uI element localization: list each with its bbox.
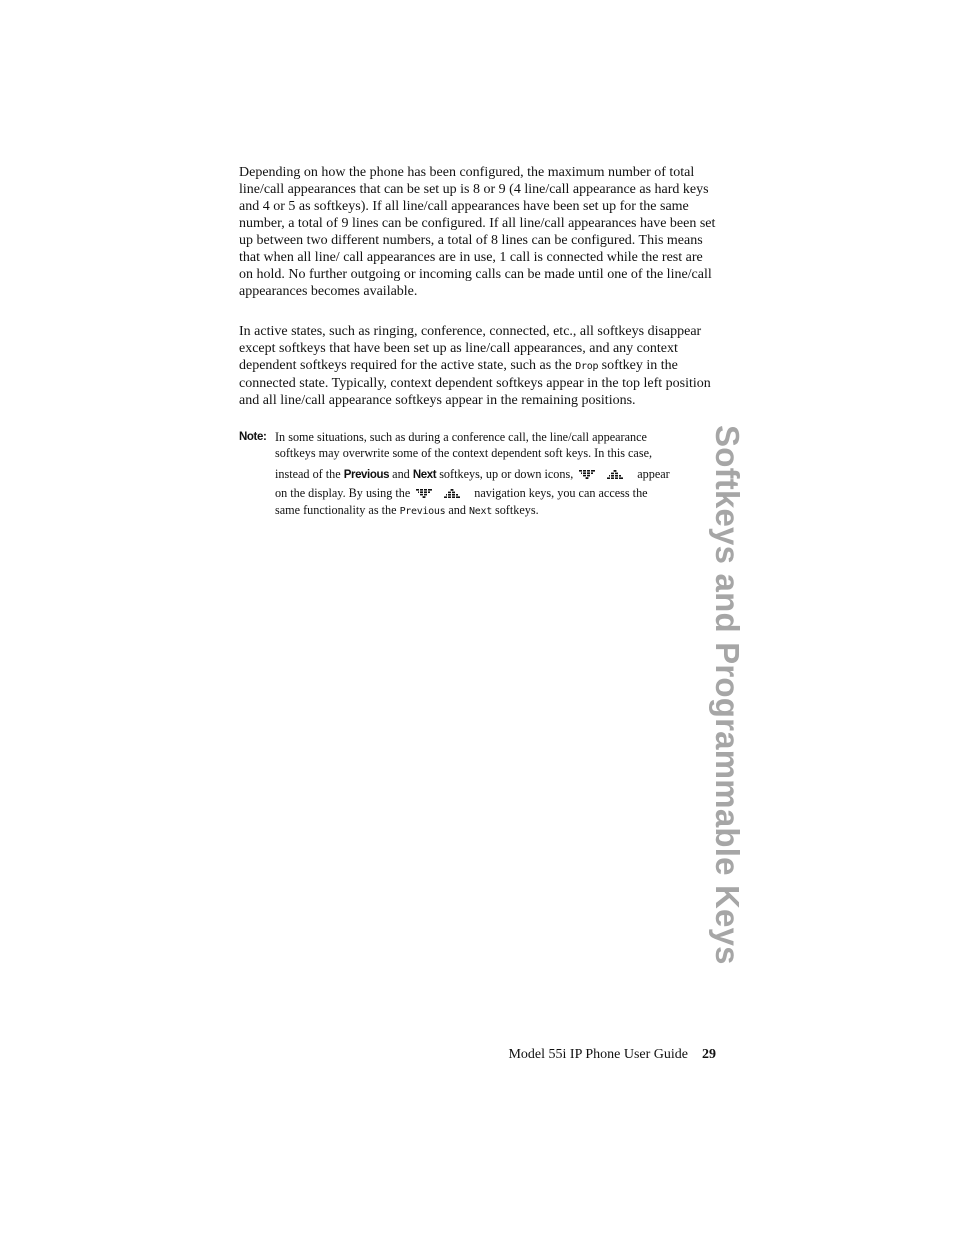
- note-line-4: [275, 486, 719, 503]
- note-line-1: In some situations, such as during a conference call, the line/call appearance: [275, 430, 647, 444]
- previous-softkey-label: Previous: [399, 505, 446, 517]
- down-arrow-icon: [579, 464, 595, 486]
- note-line-3: [275, 463, 719, 486]
- up-arrow-icon: [607, 464, 623, 486]
- paragraph-active-states: [239, 323, 719, 409]
- note-line-4-text-a: on the display. By using the: [275, 486, 411, 500]
- footer-guide-title: Model 55i IP Phone User Guide: [508, 1047, 688, 1062]
- drop-softkey-label: Drop: [575, 361, 599, 372]
- note-line-3-text-b: and: [392, 467, 410, 481]
- paragraph-active-states-text-2: softkey in the connected state. Typically, context dependent softkeys appear in the top left position and all line/call appearance softkeys appear in the remaining positions.: [239, 358, 711, 408]
- next-key-label: Next: [412, 469, 437, 481]
- note-line-4-text-b: navigation keys, you can access the: [474, 486, 648, 500]
- page-number: 29: [702, 1047, 716, 1062]
- note-line-5-text-c: softkeys.: [494, 502, 539, 517]
- previous-key-label: Previous: [343, 469, 390, 481]
- next-softkey-label: Next: [469, 505, 492, 517]
- section-sidebar-title: Softkeys and Programmable Keys: [709, 425, 746, 965]
- note-line-5: [275, 503, 719, 520]
- note-line-3-text-c: softkeys, up or down icons,: [439, 467, 574, 481]
- note-line-2: softkeys may overwrite some of the context dependent soft keys. In this case,: [275, 445, 653, 460]
- down-arrow-icon: [416, 487, 432, 503]
- note-line-3-text-d: appear: [637, 467, 670, 481]
- paragraph-line-appearances: Depending on how the phone has been configured, the maximum number of total line/call appearances that can be set up is 8 or 9 (4 line/call appearance as hard keys and 4 or 5 as softkeys). If all line/call appearances have been set up for the same number, a total of 9 lines can be configured. If all line/call appearances have been set up between two different numbers, a total of 8 lines can be configured. This means that when all line/ call appearances are in use, 1 call is connected while the rest are on hold. No further outgoing or incoming calls can be made until one of the line/call appearances becomes available.: [239, 165, 716, 299]
- note-line-3-text-a: instead of the: [275, 467, 341, 481]
- note-label: Note:: [239, 431, 267, 443]
- page-footer: [420, 1046, 716, 1063]
- up-arrow-icon: [444, 487, 460, 503]
- note-line-5-text-b: and: [448, 502, 466, 517]
- paragraph-active-states-text-1: In active states, such as ringing, conference, connected, etc., all softkeys disappear except softkeys that have been set up as line/call appearances, and any context dependent softkeys required for the active state, such as the: [239, 324, 702, 373]
- note-line-5-text-a: same functionality as the: [275, 502, 397, 517]
- note-body: [275, 430, 719, 519]
